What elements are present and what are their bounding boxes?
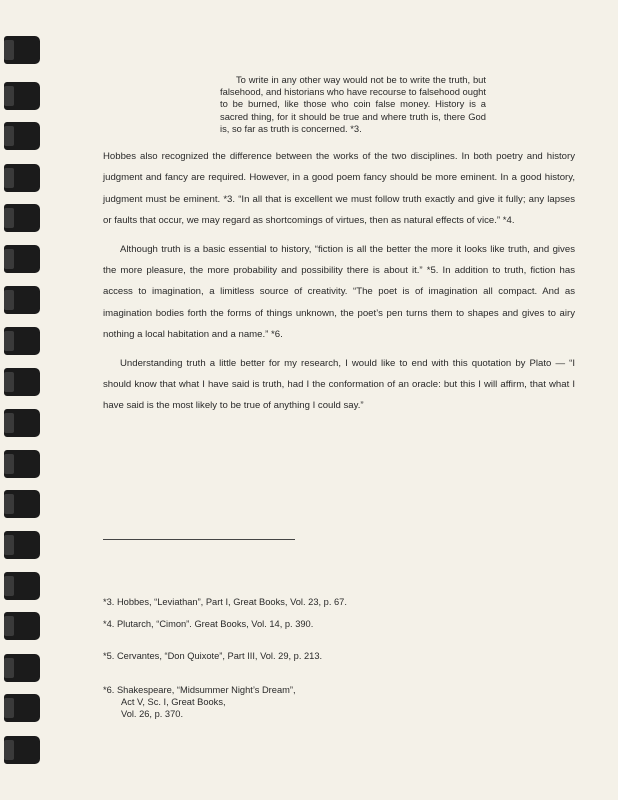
body-text xyxy=(103,146,575,424)
footnote-4 xyxy=(103,618,423,630)
paragraph-plato: Understanding truth a little better for my research, I would like to end with this quotation by Plato — “I should know that what I have said is truth, had I the conformation of an oracle: but this I will affirm, that what I have said is the most likely to be true of anything I could say.” xyxy=(103,357,575,412)
paragraph-hobbes: Hobbes also recognized the difference between the works of the two disciplines. In both poetry and history judgment and fancy are required. However, in a good poem fancy should be more eminent. In a good history, judgment must be eminent. *3. “In all that is excellent we must follow truth exactly and give it fully; any lapses or faults that occur, we may regard as shortcomings of virtues, then as natural effects of vice.” *4. xyxy=(103,151,575,227)
paragraph-fiction: Although truth is a basic essential to history, “fiction is all the better the more it looks like truth, and gives the more pleasure, the more probability and possibility there is about it.” *5. In addition to truth, fiction has access to imagination, a limitless source of creativity. “The poet is of imagination all compact. And as imagination bodies forth the forms of things unknown, the poet’s pen turns them to shapes and gives to airy nothing a local habitation and a name.” *6. xyxy=(103,243,575,341)
footnote-6 xyxy=(103,684,423,720)
footnote-text-continued: Act V, Sc. I, Great Books, xyxy=(121,697,226,707)
footnote-text: *6. Shakespeare, “Midsummer Night’s Dream”, xyxy=(103,685,296,695)
spiral-binding xyxy=(0,0,44,800)
footnote-3 xyxy=(103,596,423,608)
footnote-text: *4. Plutarch, “Cimon”. Great Books, Vol. 14, p. 390. xyxy=(103,619,314,629)
binding-ring xyxy=(4,572,40,600)
binding-ring xyxy=(4,531,40,559)
footnote-5 xyxy=(103,650,423,662)
binding-ring xyxy=(4,164,40,192)
footnote-divider xyxy=(103,539,295,540)
binding-ring xyxy=(4,122,40,150)
block-quote: To write in any other way would not be to write the truth, but falsehood, and historians who have recourse to falsehood ought to be burned, like those who coin false money. History is a sacred thing, for it should be true and where truth is, there God is, so far as truth is concerned. *3. xyxy=(220,74,486,134)
binding-ring xyxy=(4,245,40,273)
binding-ring xyxy=(4,450,40,478)
footnote-text: *5. Cervantes, “Don Quixote”, Part III, Vol. 29, p. 213. xyxy=(103,651,323,661)
binding-ring xyxy=(4,286,40,314)
binding-ring xyxy=(4,204,40,232)
binding-ring xyxy=(4,490,40,518)
binding-ring xyxy=(4,409,40,437)
binding-ring xyxy=(4,612,40,640)
binding-ring xyxy=(4,327,40,355)
binding-ring xyxy=(4,368,40,396)
footnote-text: *3. Hobbes, “Leviathan”, Part I, Great Books, Vol. 23, p. 67. xyxy=(103,597,347,607)
binding-ring xyxy=(4,82,40,110)
footnote-text-continued: Vol. 26, p. 370. xyxy=(121,709,184,719)
binding-ring xyxy=(4,36,40,64)
binding-ring xyxy=(4,694,40,722)
binding-ring xyxy=(4,736,40,764)
binding-ring xyxy=(4,654,40,682)
